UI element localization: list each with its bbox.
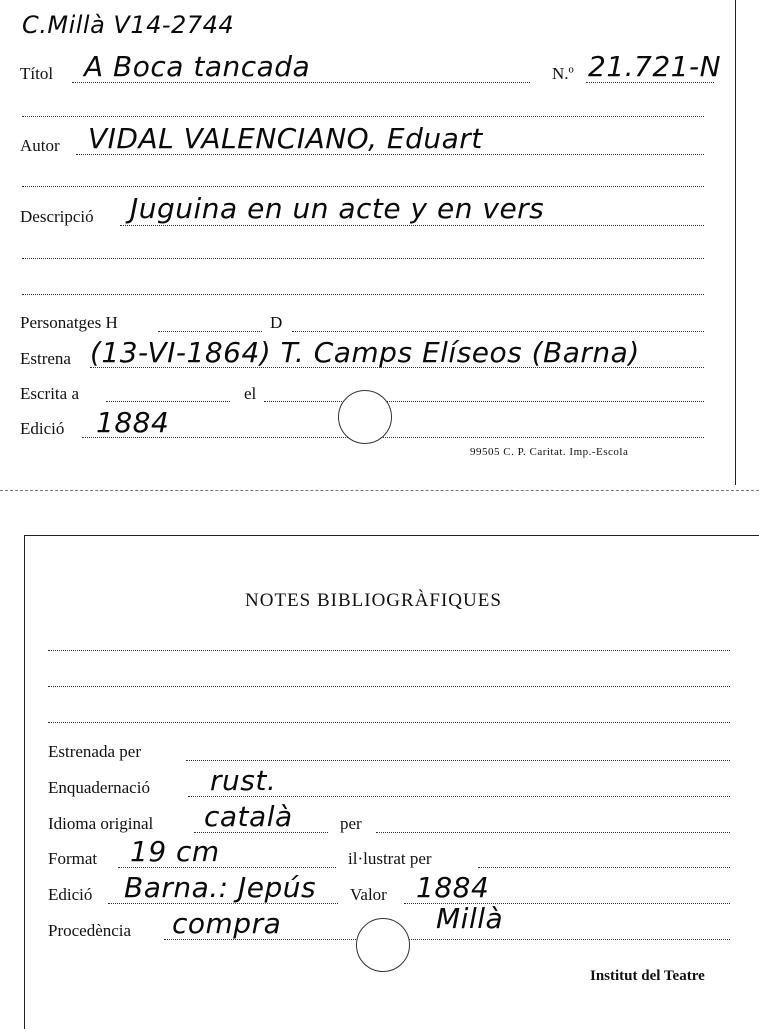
titol-value: A Boca tancada — [84, 50, 311, 83]
descripcio-line — [120, 225, 704, 226]
per-label: per — [340, 814, 362, 833]
blank-line — [48, 686, 730, 687]
escrita-a-line — [106, 401, 230, 402]
valor-label: Valor — [350, 885, 387, 904]
numero-label: N.º — [552, 64, 574, 83]
edicio-value: 1884 — [96, 406, 170, 439]
blank-line — [22, 186, 704, 187]
blank-line — [48, 650, 730, 651]
edicio2-value: Barna.: Jepús — [124, 871, 317, 904]
estrenada-line — [186, 760, 730, 761]
procedencia-extra: Millà — [436, 902, 504, 935]
illustrat-line — [478, 867, 730, 868]
idioma-value: català — [204, 800, 293, 833]
procedencia-value: compra — [172, 907, 282, 940]
personatges-d-line — [292, 331, 704, 332]
format-value: 19 cm — [130, 835, 220, 868]
edicio-label: Edició — [20, 419, 65, 438]
blank-line — [22, 294, 704, 295]
call-number: C.Millà V14-2744 — [22, 11, 235, 39]
institution-name: Institut del Teatre — [590, 968, 705, 984]
notes-heading: NOTES BIBLIOGRÀFIQUES — [245, 590, 502, 611]
procedencia-label: Procedència — [48, 921, 132, 940]
descripcio-label: Descripció — [20, 207, 94, 226]
card-separator — [0, 490, 759, 491]
descripcio-value: Juguina en un acte y en vers — [130, 192, 545, 225]
enquadernacio-value: rust. — [210, 764, 277, 797]
numero-value: 21.721-N — [588, 50, 722, 83]
blank-line — [48, 722, 730, 723]
personatges-h-line — [158, 331, 262, 332]
format-label: Format — [48, 849, 98, 868]
escrita-label: Escrita a — [20, 384, 79, 403]
valor-value: 1884 — [416, 871, 490, 904]
escrita-el-line — [264, 401, 704, 402]
printer-imprint: 99505 C. P. Caritat. Imp.-Escola — [470, 446, 629, 458]
estrenada-label: Estrenada per — [48, 742, 141, 761]
edicio-line — [82, 437, 704, 438]
escrita-el-label: el — [244, 384, 257, 403]
titol-label: Títol — [20, 64, 54, 83]
punch-hole — [356, 918, 410, 972]
punch-hole — [338, 390, 392, 444]
edicio2-label: Edició — [48, 885, 93, 904]
enquadernacio-label: Enquadernació — [48, 778, 150, 797]
autor-value: VIDAL VALENCIANO, Eduart — [88, 122, 483, 155]
autor-label: Autor — [20, 136, 60, 155]
estrena-value: (13-VI-1864) T. Camps Elíseos (Barna) — [90, 336, 640, 369]
personatges-label: Personatges H — [20, 313, 118, 332]
idioma-label: Idioma original — [48, 814, 154, 833]
per-line — [376, 832, 730, 833]
illustrat-label: il·lustrat per — [348, 849, 432, 868]
estrena-label: Estrena — [20, 349, 71, 368]
blank-line — [22, 116, 704, 117]
personatges-d-label: D — [270, 313, 283, 332]
blank-line — [22, 258, 704, 259]
